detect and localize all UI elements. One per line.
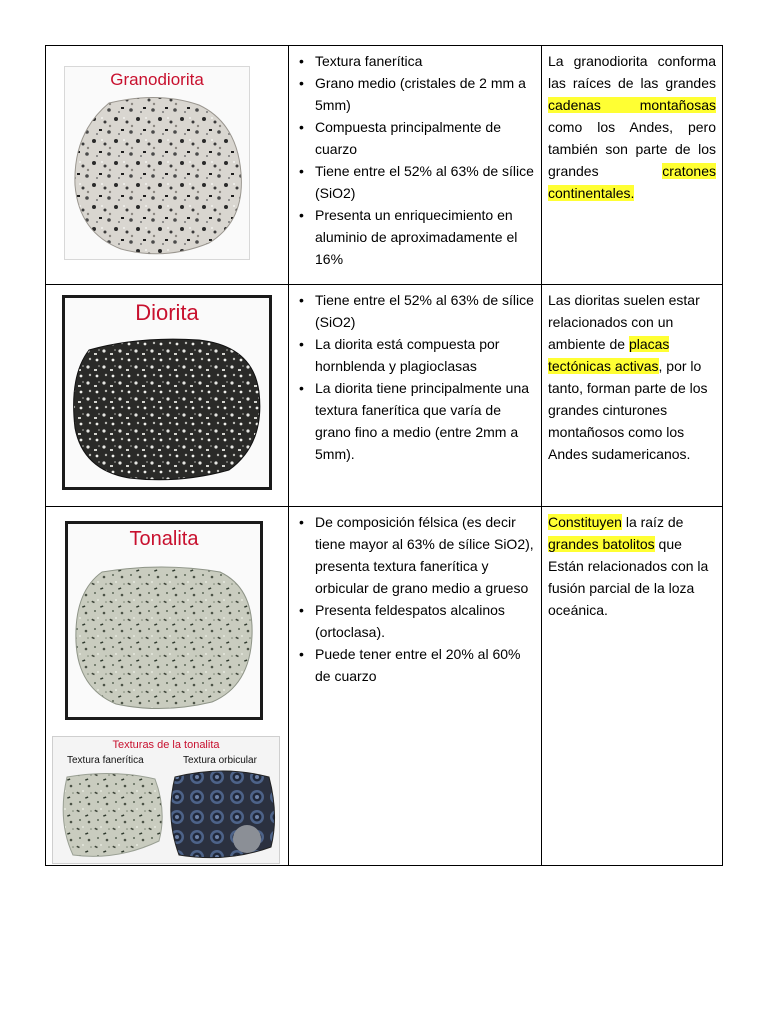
rock-image-cell [46, 507, 289, 866]
context-paragraph [548, 289, 716, 465]
properties-cell [289, 46, 542, 285]
orbicular-texture-icon [167, 767, 277, 861]
list-item: • Tiene entre el 52% al 63% de sílice (SiO2) [297, 160, 535, 204]
properties-cell [289, 285, 542, 507]
properties-list [297, 50, 535, 270]
tonalite-rock-icon [72, 562, 256, 712]
highlighted-term: cratones continentales. [548, 163, 716, 201]
list-item: • La diorita tiene principalmente una textura fanerítica que varía de grano fino a medio (entre 2mm a 5mm). [297, 377, 535, 465]
context-text: que Están relacionados con la fusión parcial de la loza oceánica. [548, 536, 709, 618]
highlighted-term: Constituyen [548, 514, 622, 530]
granodiorite-rock-icon [69, 93, 247, 257]
context-text: la raíz de [621, 514, 684, 530]
figure-label: Textura fanerítica [67, 755, 144, 766]
context-text: como los Andes, pero también son parte de los grandes [548, 119, 716, 179]
list-item: • Puede tener entre el 20% al 60% de cuarzo [297, 643, 535, 687]
context-text: , por lo tanto, forman parte de los grandes cinturones montañosos como los Andes sudamericanos. [548, 358, 708, 462]
context-paragraph [548, 511, 716, 621]
list-item: • La diorita está compuesta por hornblenda y plagioclasas [297, 333, 535, 377]
properties-cell [289, 507, 542, 866]
highlighted-term: grandes batolitos [548, 536, 655, 552]
phaneritic-texture-icon [57, 771, 167, 861]
list-item: • Grano medio (cristales de 2 mm a 5mm) [297, 72, 535, 116]
list-item: • Textura fanerítica [297, 50, 535, 72]
context-paragraph [548, 50, 716, 204]
context-cell [542, 46, 723, 285]
list-item: • De composición félsica (es decir tiene mayor al 63% de sílice SiO2), presenta textura fanerítica y orbicular de grano medio a grueso [297, 511, 535, 599]
granodiorite-image [64, 66, 250, 260]
rock-title: Tonalita [129, 528, 199, 550]
list-item: • Compuesta principalmente de cuarzo [297, 116, 535, 160]
table-row [46, 285, 723, 507]
table-row [46, 507, 723, 866]
properties-list [297, 289, 535, 465]
diorite-rock-icon [69, 332, 265, 482]
rock-comparison-table [45, 45, 723, 866]
tonalite-textures-figure [52, 736, 280, 864]
table-row [46, 46, 723, 285]
diorite-image [62, 295, 272, 490]
highlighted-term: placas tectónicas activas [548, 336, 670, 374]
tonalite-image [65, 521, 263, 720]
figure-title: Texturas de la tonalita [112, 739, 220, 751]
properties-list [297, 511, 535, 687]
context-text: La granodiorita conforma las raíces de las grandes [548, 53, 716, 91]
list-item: • Presenta un enriquecimiento en aluminio de aproximadamente el 16% [297, 204, 535, 270]
figure-label: Textura orbicular [183, 755, 257, 766]
context-cell [542, 285, 723, 507]
context-text: Las dioritas suelen estar relacionados con un ambiente de [548, 292, 700, 352]
rock-image-cell [46, 46, 289, 285]
list-item: • Tiene entre el 52% al 63% de sílice (SiO2) [297, 289, 535, 333]
context-cell [542, 507, 723, 866]
rock-image-cell [46, 285, 289, 507]
highlighted-term: cadenas montañosas [548, 97, 716, 113]
list-item: • Presenta feldespatos alcalinos (ortoclasa). [297, 599, 535, 643]
rock-title: Granodiorita [110, 70, 204, 89]
rock-title: Diorita [135, 300, 199, 325]
